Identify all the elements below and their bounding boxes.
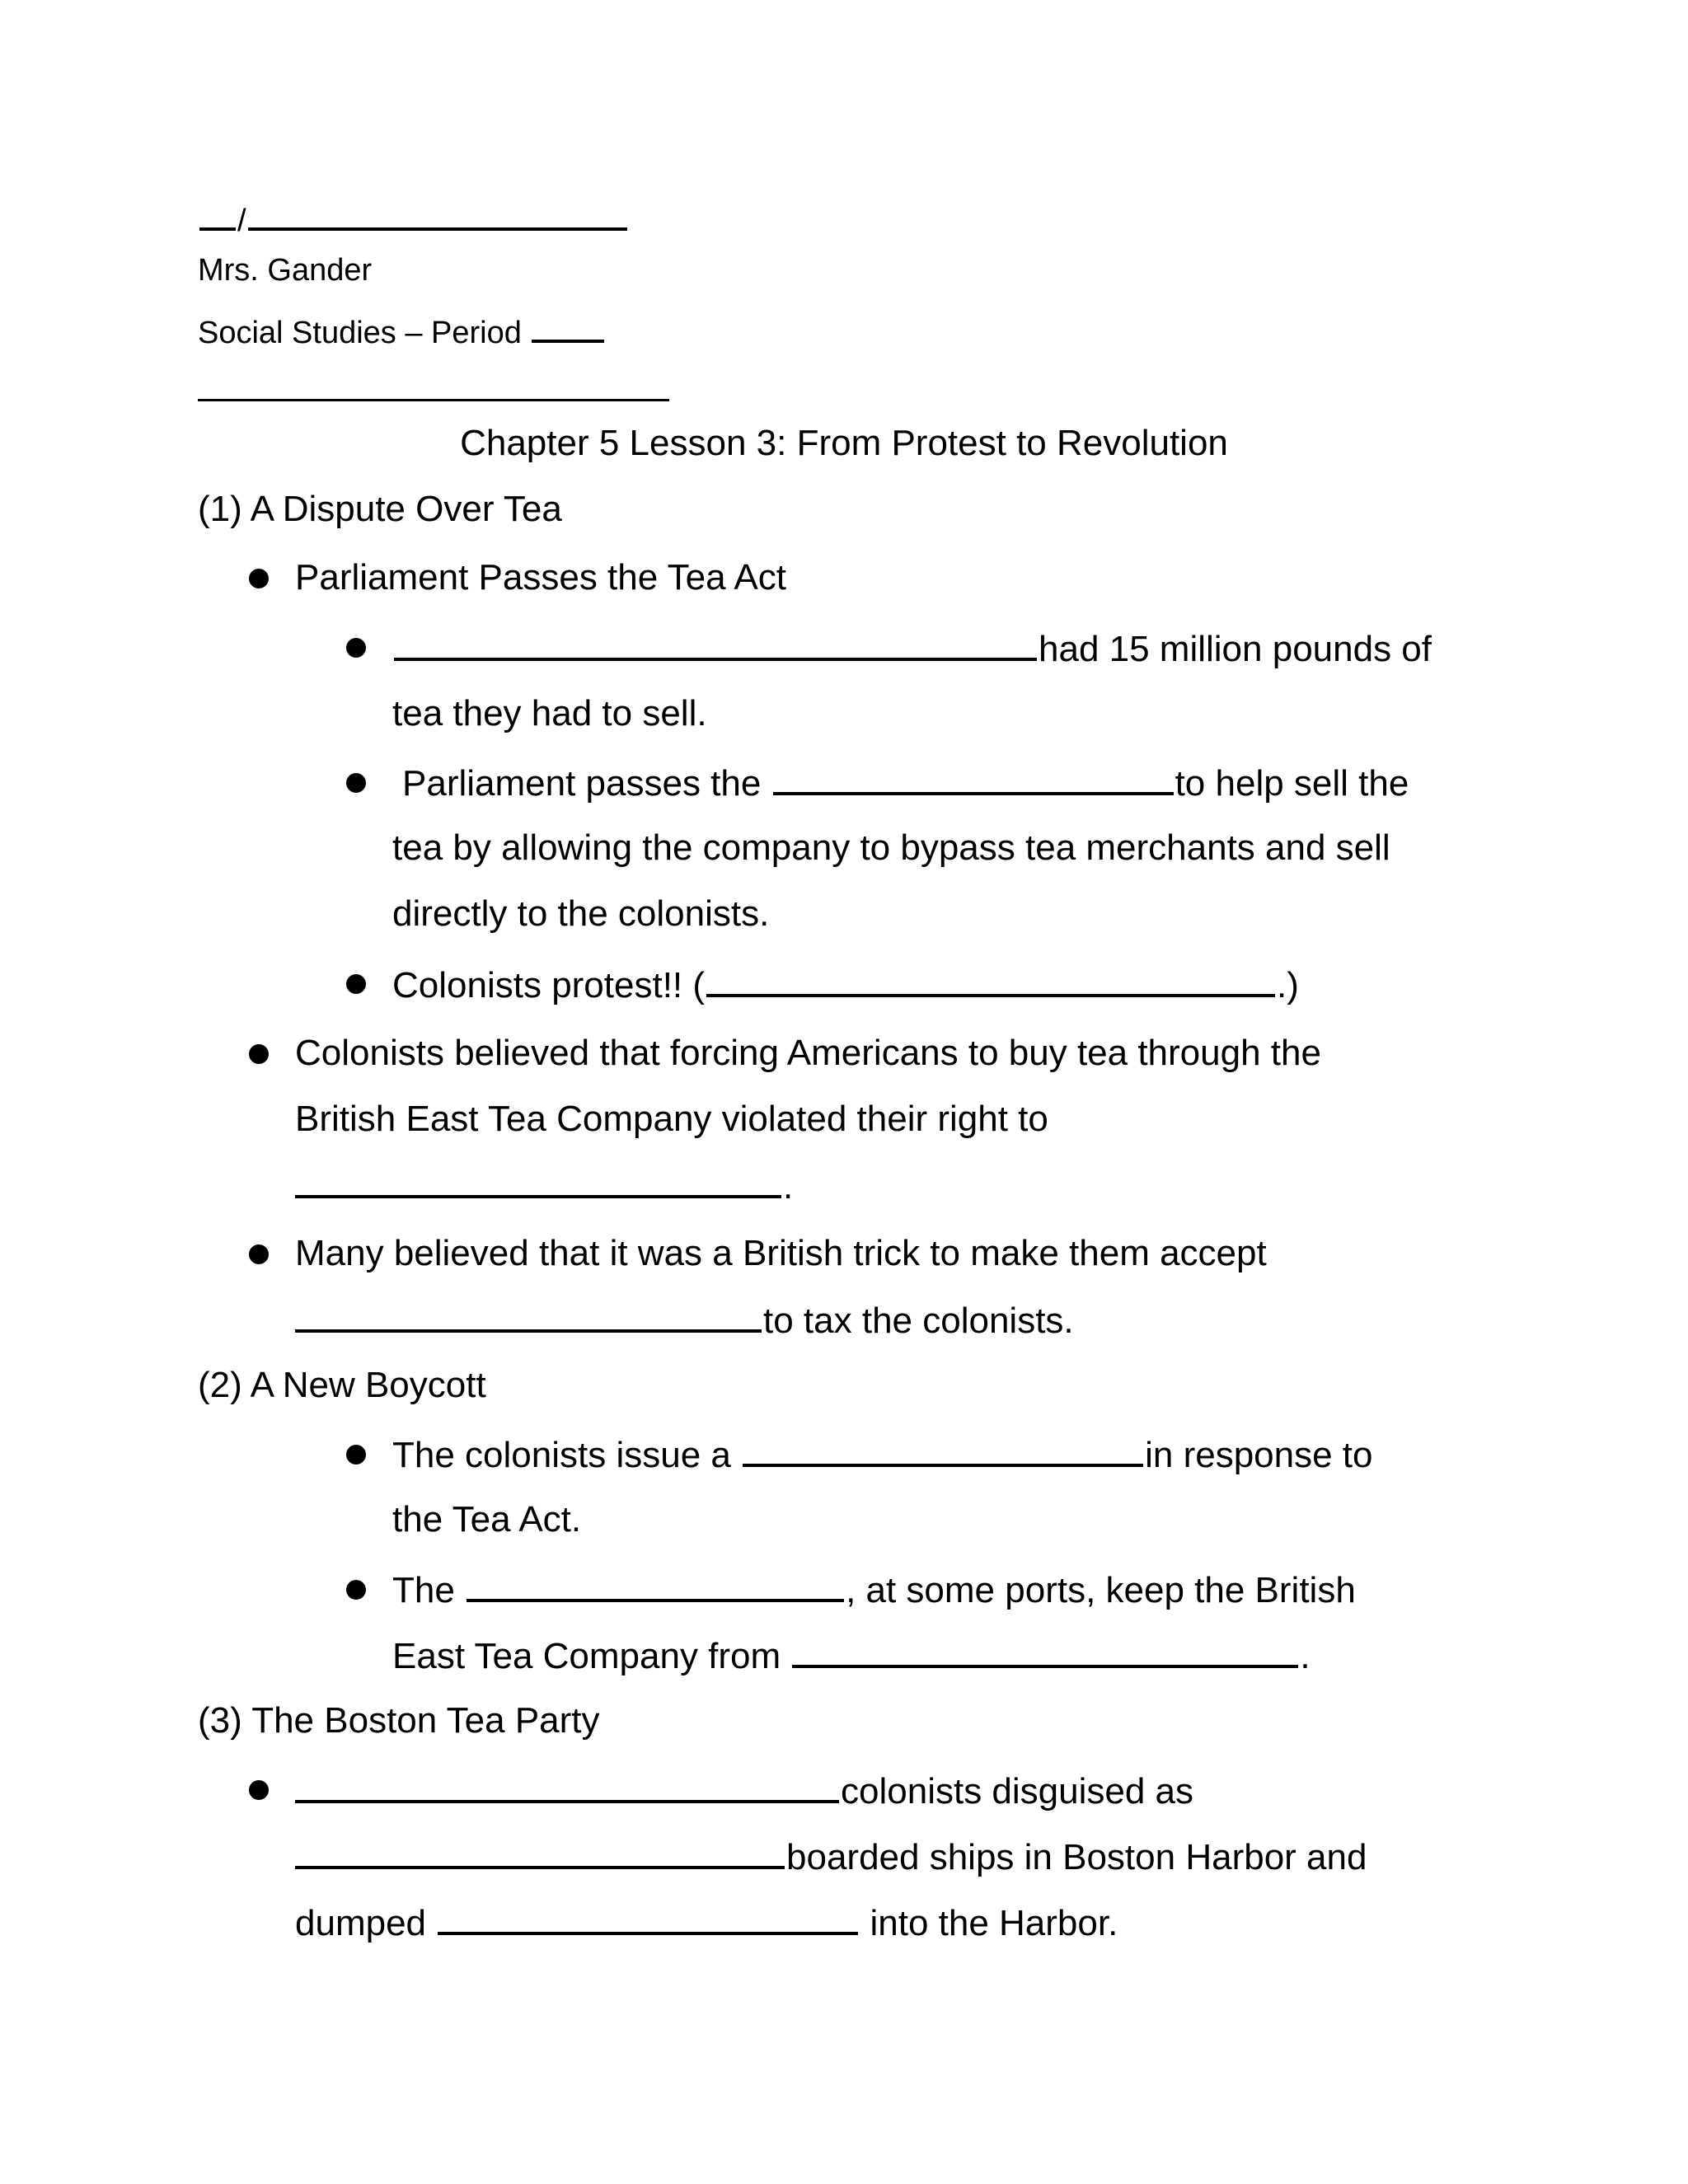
s3-item1-after: colonists disguised as: [841, 1771, 1194, 1811]
s2-item2-cont: [392, 1633, 1311, 1679]
protest-blank[interactable]: [706, 963, 1275, 997]
month-blank[interactable]: [199, 196, 236, 231]
class-period-label: Social Studies – Period: [198, 316, 522, 350]
bullet-icon: [346, 974, 366, 994]
period-blank[interactable]: [532, 308, 604, 343]
colonists-group-blank[interactable]: [295, 1769, 839, 1803]
bullet-icon: [249, 1244, 269, 1264]
disguise-blank[interactable]: [295, 1835, 785, 1869]
student-name-blank[interactable]: [198, 399, 669, 401]
s1-item1-text: had 15 million pounds of: [1039, 629, 1432, 669]
company-blank[interactable]: [394, 626, 1037, 661]
s3-item1-cont2-before: dumped: [295, 1903, 427, 1943]
s1-item2-cont2: directly to the colonists.: [392, 893, 770, 934]
section1-heading: (1) A Dispute Over Tea: [198, 489, 562, 529]
s1-item3-after: .): [1277, 965, 1299, 1005]
s2-item2: [392, 1568, 1356, 1613]
section3-heading: (3) The Boston Tea Party: [198, 1700, 600, 1741]
s1-item2-cont1: tea by allowing the company to bypass tea merchants and sell: [392, 827, 1390, 868]
bullet-icon: [249, 1780, 269, 1800]
s3-item1-cont-after: boarded ships in Boston Harbor and: [786, 1837, 1367, 1877]
s2-item1: [392, 1432, 1373, 1478]
s2-item2-before: The: [392, 1570, 455, 1610]
s2-item2-cont-before: East Tea Company from: [392, 1636, 781, 1676]
right-blank[interactable]: [295, 1164, 781, 1198]
s1-item1: [392, 626, 1432, 672]
s1-item2-after: to help sell the: [1175, 763, 1409, 804]
s1-point2-end: .: [783, 1166, 794, 1207]
s2-item1-before: The colonists issue a: [392, 1435, 731, 1475]
s1-point2-line3: [295, 1164, 793, 1209]
s2-item2-after: , at some ports, keep the British: [846, 1570, 1356, 1610]
protesters-blank[interactable]: [467, 1568, 844, 1602]
s1-point3-line2: [295, 1298, 1074, 1343]
s1-item1-cont: tea they had to sell.: [392, 693, 707, 733]
s3-item1-cont2: [295, 1900, 1118, 1946]
bullet-icon: [346, 1445, 366, 1465]
tea-act-blank[interactable]: [773, 761, 1174, 795]
bullet-icon: [346, 773, 366, 793]
s1-point3-after: to tax the colonists.: [763, 1301, 1074, 1341]
s2-item2-cont-end: .: [1300, 1636, 1311, 1676]
s1-item3: [392, 963, 1299, 1008]
s3-item1-cont: [295, 1835, 1367, 1880]
s3-item1-cont2-after: into the Harbor.: [860, 1903, 1118, 1943]
date-slash: /: [237, 204, 246, 238]
day-year-blank[interactable]: [248, 196, 627, 231]
section2-heading: (2) A New Boycott: [198, 1365, 486, 1405]
accept-blank[interactable]: [295, 1298, 762, 1333]
s1-item3-before: Colonists protest!! (: [392, 965, 706, 1005]
s2-item1-cont: the Tea Act.: [392, 1499, 582, 1540]
bullet-icon: [249, 1044, 269, 1064]
s1-item2-before: Parliament passes the: [402, 763, 762, 804]
s1-point2-line1: Colonists believed that forcing Americans to buy tea through the: [295, 1033, 1321, 1073]
bullet-icon: [346, 1580, 366, 1600]
s1-point2-line2: British East Tea Company violated their right to: [295, 1099, 1048, 1139]
s3-item1: [295, 1769, 1193, 1814]
cargo-blank[interactable]: [438, 1900, 858, 1935]
bullet-icon: [346, 638, 366, 658]
class-period-line: [198, 308, 606, 353]
boycott-blank[interactable]: [743, 1432, 1143, 1467]
teacher-name: Mrs. Gander: [198, 253, 373, 288]
s1-point3-line1: Many believed that it was a British trick to make them accept: [295, 1233, 1267, 1273]
unloading-blank[interactable]: [792, 1633, 1298, 1668]
bullet-icon: [249, 569, 269, 588]
date-line: [198, 196, 629, 241]
s1-item2: [402, 761, 1409, 806]
page-title: Chapter 5 Lesson 3: From Protest to Revolution: [460, 423, 1228, 463]
s2-item1-after: in response to: [1145, 1435, 1373, 1475]
section1-subheading: Parliament Passes the Tea Act: [295, 557, 786, 598]
